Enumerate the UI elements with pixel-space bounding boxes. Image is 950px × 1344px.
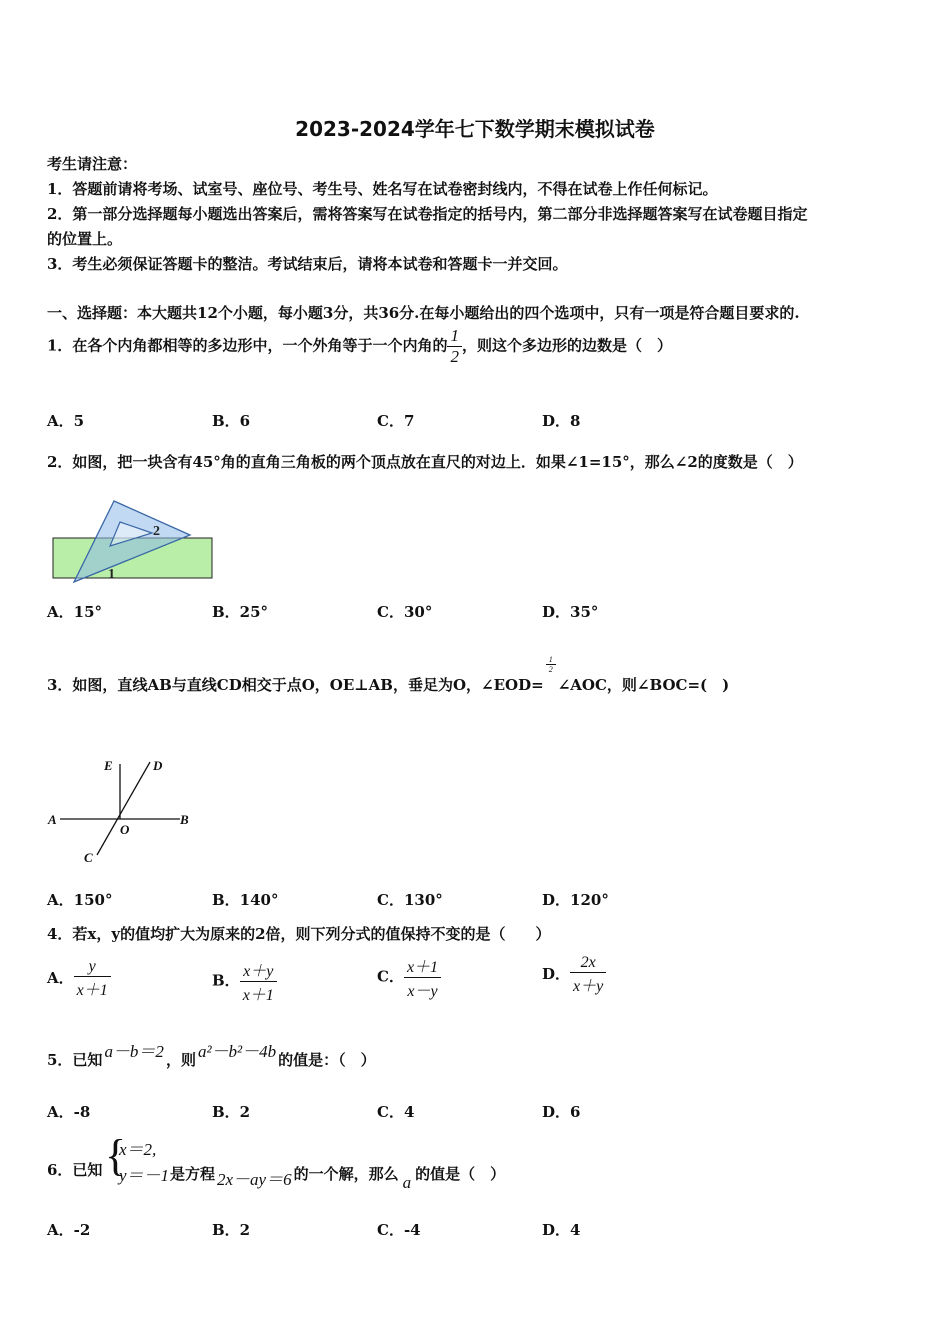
question-4: 4．若x，y的值均扩大为原来的2倍，则下列分式的值保持不变的是（ ） (47, 925, 551, 943)
label-d: D (153, 758, 163, 773)
q6-equation: 2x－ay＝6 (217, 1170, 292, 1189)
q6-var: a (402, 1173, 412, 1192)
q1-option-c[interactable]: C．7 (377, 412, 415, 430)
q4-option-b[interactable]: B． $\frac{x+y}{x+1}$ (212, 958, 277, 1005)
question-1 (47, 326, 672, 367)
q4-c-fraction: $\frac{x+1}{x-y}$ (404, 954, 441, 1001)
section-heading: 一、选择题：本大题共12个小题，每小题3分，共36分.在每小题给出的四个选项中，只有一项是符合题目要求的. (47, 304, 800, 322)
q4-b-fraction: $\frac{x+y}{x+1}$ (240, 958, 277, 1005)
q6-option-b[interactable]: B．2 (212, 1221, 251, 1239)
label-e: E (104, 758, 113, 773)
q3-option-d[interactable]: D．120° (542, 891, 609, 909)
label-a: A (48, 812, 57, 827)
notice-item: 3．考生必须保证答题卡的整洁。考试结束后，请将本试卷和答题卡一并交回。 (47, 255, 568, 273)
notice-item: 的位置上。 (47, 230, 123, 248)
notice-item: 2．第一部分选择题每小题选出答案后，需将答案写在试卷指定的括号内，第二部分非选择题答案写在试卷题目指定 (47, 205, 808, 223)
q3-option-a[interactable]: A．150° (47, 891, 113, 909)
question-5: 5．已知 a－b＝2 ，则 a²－b²－4b 的值是：（ ） (47, 1042, 376, 1069)
q3-option-b[interactable]: B．140° (212, 891, 279, 909)
q2-option-c[interactable]: C．30° (377, 603, 433, 621)
question-3 (47, 654, 730, 696)
q2-option-b[interactable]: B．25° (212, 603, 269, 621)
angle-1-label: 1 (108, 567, 115, 582)
label-o: O (120, 822, 130, 837)
line-cd (97, 762, 150, 855)
q3-option-c[interactable]: C．130° (377, 891, 443, 909)
question-2: 2．如图，把一块含有45°角的直角三角板的两个顶点放在直尺的对边上．如果∠1=15°，那么∠2的度数是（ ） (47, 453, 803, 471)
brace-icon: { (105, 1131, 127, 1180)
q6-sys-1: x＝2, (119, 1140, 157, 1159)
label-b: B (180, 812, 189, 827)
notice-item: 1．答题前请将考场、试室号、座位号、考生号、姓名写在试卷密封线内，不得在试卷上作任何标记。 (47, 180, 718, 198)
q6-system (105, 1131, 170, 1185)
q2-option-d[interactable]: D．35° (542, 603, 599, 621)
q1-fraction: $\frac{1}{2}$ (447, 326, 462, 367)
angle-2-label: 2 (153, 524, 160, 539)
q5-expr-2: a²－b²－4b (197, 1042, 277, 1061)
q1-stem: 1．在各个内角都相等的多边形中，一个外角等于一个内角的 (47, 336, 448, 355)
q4-option-a[interactable]: A． $\frac{y}{x+1}$ (47, 958, 111, 1000)
q2-figure (50, 498, 216, 584)
label-c: C (84, 850, 93, 865)
q4-a-fraction: $\frac{y}{x+1}$ (74, 958, 111, 1000)
q4-d-fraction: $\frac{2x}{x+y}$ (570, 954, 606, 996)
q6-stem-a: 6．已知 (47, 1161, 103, 1179)
q3-stem: 3．如图，直线AB与直线CD相交于点O，OE⊥AB，垂足为O，∠EOD= (47, 676, 544, 694)
q1-stem-end: ，则这个多边形的边数是（ ） (461, 336, 672, 355)
q2-option-a[interactable]: A．15° (47, 603, 103, 621)
q6-option-d[interactable]: D．4 (542, 1221, 581, 1239)
q4-option-c[interactable]: C． $\frac{x+1}{x-y}$ (377, 954, 441, 1001)
q1-option-a[interactable]: A．5 (47, 412, 85, 430)
q3-figure (44, 752, 200, 868)
q5-option-b[interactable]: B．2 (212, 1103, 251, 1121)
q6-sys-2: y＝－1 (119, 1166, 170, 1185)
q6-option-a[interactable]: A．-2 (47, 1221, 91, 1239)
q6-option-c[interactable]: C．-4 (377, 1221, 421, 1239)
q5-expr-1: a－b＝2 (104, 1042, 164, 1061)
q1-option-d[interactable]: D．8 (542, 412, 581, 430)
q6-stem-b: 是方程 2x－ay＝6 的一个解，那么 a 的值是（ ） (170, 1165, 506, 1192)
page-title: 2023-2024学年七下数学期末模拟试卷 (295, 117, 655, 141)
q5-option-a[interactable]: A．-8 (47, 1103, 91, 1121)
q5-option-c[interactable]: C．4 (377, 1103, 415, 1121)
q4-option-d[interactable]: D． $\frac{2x}{x+y}$ (542, 954, 606, 996)
q3-fraction: $\frac{1}{2}$ (546, 655, 556, 674)
q1-option-b[interactable]: B．6 (212, 412, 251, 430)
notice-heading: 考生请注意： (47, 155, 138, 173)
q5-option-d[interactable]: D．6 (542, 1103, 581, 1121)
q3-stem-end: ∠AOC，则∠BOC=( ) (557, 676, 730, 694)
